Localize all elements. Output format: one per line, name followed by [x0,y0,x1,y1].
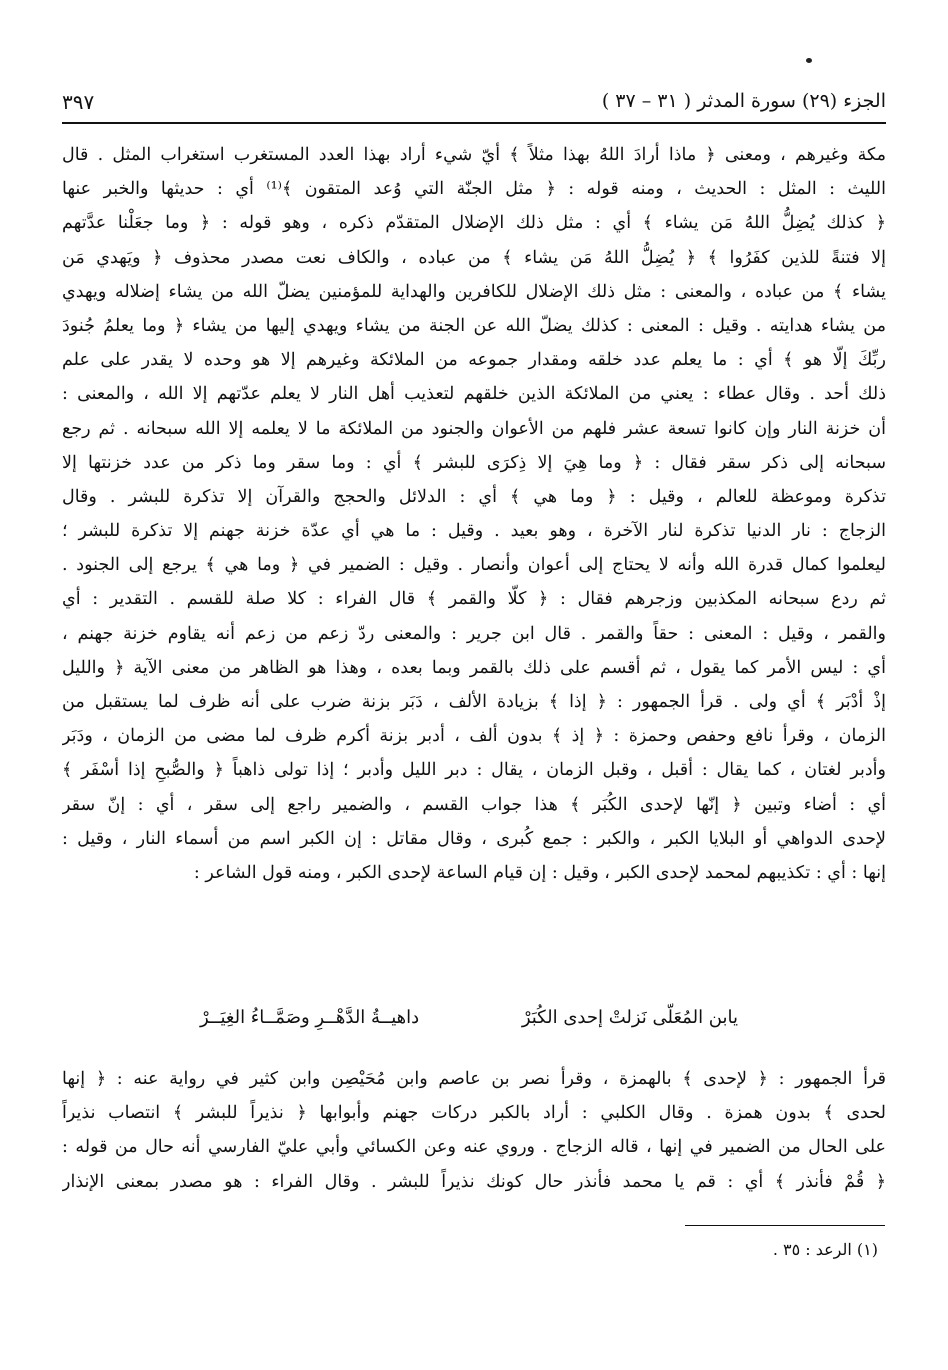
footnote-rule [685,1225,885,1226]
text-line: أي : ليس الأمر كما يقول ، ثم أقسم على ذلك بالقمر وبما بعده ، وهذا هو الظاهر من معنى الآية ﴿ والليل [62,657,886,678]
page-number: ٣٩٧ [62,90,95,114]
footnote: (١) الرعد : ٣٥ . [772,1240,878,1259]
text-line: والقمر ، وقيل : المعنى : حقاً والقمر . قال ابن جرير : والمعنى ردّ زعم من زعم أنه يقاوم خزنة جهنم ، [62,623,886,644]
body-text [62,138,886,890]
text-line: ثم ردع سبحانه المكذبين وزجرهم فقال : ﴿ كلّا والقمر ﴾ قال الفراء : كلا صلة للقسم . التقدير : أي [62,589,886,610]
running-header [62,90,886,120]
text-line: يشاء ﴾ من عباده ، والمعنى : مثل ذلك الإضلال للكافرين والهداية للمؤمنين يضلّ الله من يشاء إضلاله ويهدي [62,281,886,302]
verse-hemistich-first: يابن المُعَلّى نَزلتْ إحدى الكُبَرْ [521,1007,738,1028]
text-line: الزمان ، وقرأ نافع وحفص وحمزة : ﴿ إذ ﴾ بدون ألف ، أدبر بزنة أكرم ظرف لما مضى من الزمان ، ودَبَر [62,726,886,747]
body-text-continued [62,1062,886,1199]
text-line: الليث : المثل : الحديث ، ومنه قوله : ﴿ مثل الجنّة التي وُعد المتقون ﴾⁽¹⁾ أي : حديثها والخبر عنها [62,179,886,200]
text-line: ليعلموا كمال قدرة الله وأنه لا يحتاج إلى أعوان وأنصار . وقيل : الضمير في ﴿ وما هي ﴾ يرجع إلى الجنود . [62,555,886,576]
text-line: تذكرة وموعظة للعالم ، وقيل : ﴿ وما هي ﴾ أي : الدلائل والحجج والقرآن إلا تذكرة للبشر . وقال [62,486,886,507]
text-line: ﴿ قُمْ فأنذر ﴾ أي : قم يا محمد فأنذر حال كونك نذيراً للبشر . وقال الفراء : هو مصدر بمعنى الإنذار [62,1171,886,1192]
text-line: من يشاء هدايته . وقيل : المعنى : كذلك يضلّ الله عن الجنة من يشاء ويهدي إليها من يشاء ﴿ وما يعلمُ جُنودَ [62,315,886,336]
text-line: لإحدى الدواهي أو البلايا الكبر ، والكبر : جمع كُبرى ، وقال مقاتل : إن الكبر اسم من أسماء النار ، وقيل : [62,828,886,849]
text-line: على الحال من الضمير في إنها ، قاله الزجاج . وروي عنه وعن الكسائي وأبي عليّ الفارسي أنه حال من قوله : [62,1137,886,1158]
text-line: أي : أضاء وتبين ﴿ إنّها لإحدى الكُبَر ﴾ هذا جواب القسم ، والضمير راجع إلى سقر ، أي : إنّ سقر [62,794,886,815]
text-line: ﴿ كذلك يُضِلُّ اللهُ مَن يشاء ﴾ أي : مثل ذلك الإضلال المتقدّم ذكره ، وهو قوله : ﴿ وما جعَلْنا عدَّتهم [62,213,886,234]
header-rule [62,122,886,124]
ink-speck [806,58,812,63]
text-line: إذْ أدْبَر ﴾ أي ولى . قرأ الجمهور : ﴿ إذا ﴾ بزيادة الألف ، دَبَر بزنة ضرب على أنه ظرف لما يستقبل من [62,692,886,712]
text-line: ذلك أحد . وقال عطاء : يعني من الملائكة الذين خلقهم لتعذيب أهل النار لا يعلم عدّتهم إلا الله ، والمعنى : [62,384,886,405]
text-line: مكة وغيرهم ، ومعنى ﴿ ماذا أرادَ اللهُ بهذا مثلاً ﴾ أيّ شيء أراد بهذا العدد المستغرب استغراب المثل . قال [62,145,886,165]
text-line: ربِّكَ إلّا هو ﴾ أي : ما يعلم عدد خلقه ومقدار جموعه من الملائكة وغيرهم إلا هو وحده لا يقدر على علم [62,350,886,371]
poetry-verse [62,1000,886,1036]
running-title: الجزء (٢٩) سورة المدثر ( ٣١ – ٣٧ ) [601,90,886,112]
text-line: لحدى ﴾ بدون همزة . وقال الكلبي : أراد بالكبر دركات جهنم وأبوابها ﴿ نذيراً للبشر ﴾ انتصاب نذيراً [62,1103,886,1124]
text-line: قرأ الجمهور : ﴿ لإحدى ﴾ بالهمزة ، وقرأ نصر بن عاصم وابن مُحَيْصِن وابن كثير في رواية عنه : ﴿ إنها [62,1069,886,1089]
verse-hemistich-second: داهيــةُ الدَّهْــرِ وصَمَّــاءُ الغِيَــرْ [200,1007,420,1028]
text-line: إنها : أي : تكذيبهم لمحمد لإحدى الكبر ، وقيل : إن قيام الساعة لإحدى الكبر ، ومنه قول الشاعر : [193,862,886,883]
text-line: سبحانه إلى ذكر سقر فقال : ﴿ وما هِيَ إلا ذِكرَى للبشر ﴾ أي : وما سقر وما ذكر من عدد خزنتها إلا [62,452,886,473]
text-line: إلا فتنةً للذين كفَرُوا ﴾ ﴿ يُضِلُّ اللهُ مَن يشاء ﴾ من عباده ، والكاف نعت مصدر محذوف ﴿ ويَهدي مَن [62,247,886,268]
text-line: أن خزنة النار وإن كانوا تسعة عشر فلهم من الأعوان والجنود من الملائكة ما لا يعلمه إلا الله سبحانه . ثم رجع [62,418,886,439]
text-line: الزجاج : نار الدنيا تذكرة لنار الآخرة ، وهو بعيد . وقيل : ما هي أي عدّة خزنة جهنم إلا تذكرة للبشر ؛ [62,521,886,542]
text-line: وأدبر لغتان ، كما يقال : أقبل ، وقبل الزمان ، يقال : دبر الليل وأدبر ؛ إذا تولى ذاهباً ﴿ والصُّبحِ إذا أسْفَر ﴾ [62,760,886,781]
